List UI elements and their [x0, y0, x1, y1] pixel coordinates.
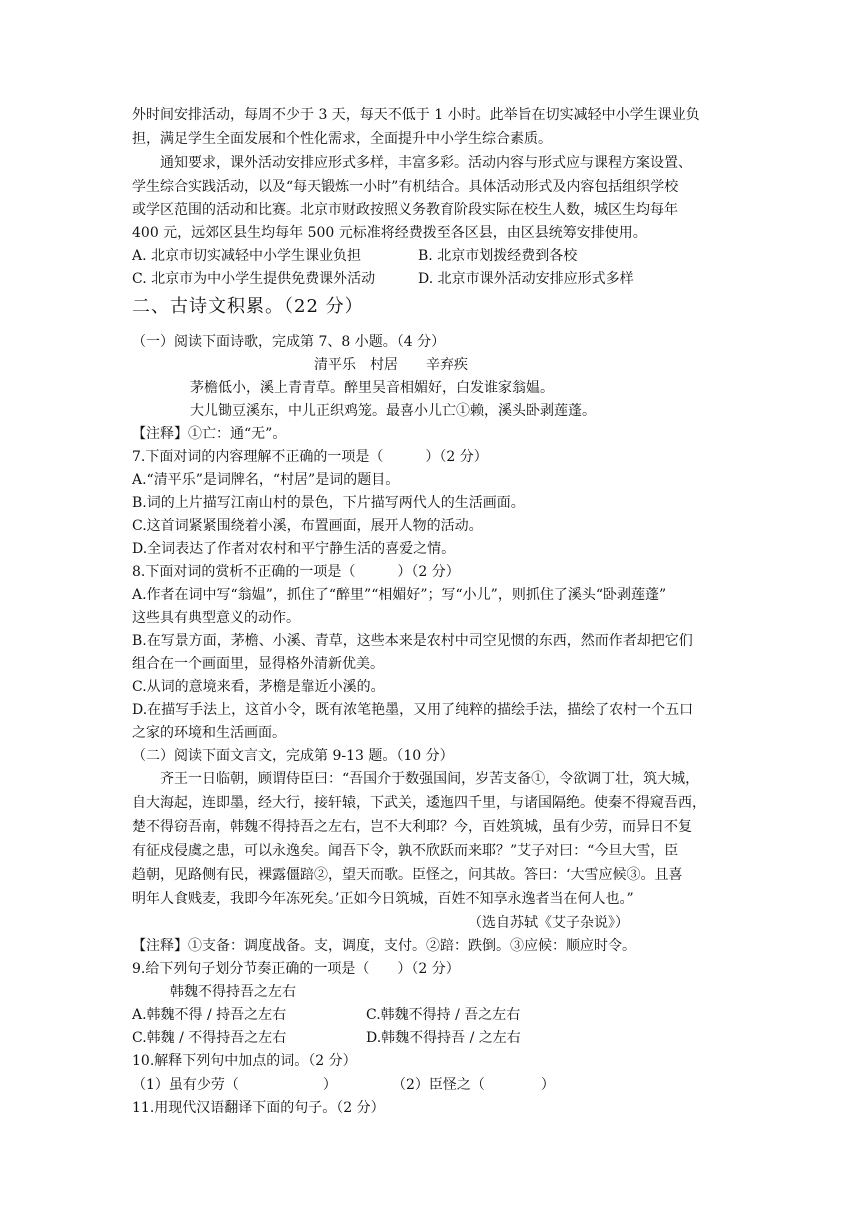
prose-line: 趋朝，见路侧有民，裸露僵踣②，望天而歌。臣怪之，问其故。答曰：‘大雪应候③。且喜	[132, 867, 683, 883]
passage-line: 外时间安排活动，每周不少于 3 天，每天不低于 1 小时。此举旨在切实减轻中小学生课业负	[132, 107, 700, 123]
question-10-item-2: （2）臣怪之（ ）	[392, 1077, 555, 1093]
passage-line: 或学区范围的活动和比赛。北京市财政按照义务教育阶段实际在校生人数，城区生均每年	[132, 202, 678, 218]
prose-line: 楚不得窃吾南，韩魏不得持吾之左右，岂不大利耶？今，百姓筑城，虽有少劳，而异日不复	[132, 819, 692, 835]
prose-line: 明年人食贱麦，我即今年冻死矣。’正如今日筑城，百姓不知享永逸者当在何人也。”	[132, 891, 634, 907]
question-9-option-c: C.韩魏 / 不得持吾之左右	[132, 1030, 287, 1046]
passage-line: 担，满足学生全面发展和个性化需求，全面提升中小学生综合素质。	[132, 131, 552, 147]
question-8-line: 组合在一个画面里，显得格外清新优美。	[132, 656, 384, 672]
part-intro: （二）阅读下面文言文，完成第 9-13 题。（10 分）	[132, 748, 454, 764]
question-9-sentence: 韩魏不得持吾之左右	[170, 984, 296, 1000]
option-c: C. 北京市为中小学生提供免费课外活动	[132, 271, 376, 287]
question-8-line: D.在描写手法上，这首小令，既有浓笔艳墨，又用了纯粹的描绘手法，描绘了农村一个五口	[132, 702, 694, 718]
question-7-option: B.词的上片描写江南山村的景色，下片描写两代人的生活画面。	[132, 495, 525, 511]
option-d: D. 北京市课外活动安排应形式多样	[418, 271, 634, 287]
question-10-item-1: （1）虽有少劳（ ）	[132, 1077, 337, 1093]
poem-note: 【注释】①亡：通“无”。	[132, 426, 287, 442]
question-8-line: 这些具有典型意义的动作。	[132, 610, 300, 626]
question-7-option: A.“清平乐”是词牌名，“村居”是词的题目。	[132, 472, 400, 488]
section-heading: 二、古诗文积累。（22 分）	[132, 296, 364, 317]
question-9-stem: 9.给下列句子划分节奏正确的一项是（ ）（2 分）	[132, 961, 460, 977]
question-7-option: C.这首词紧紧围绕着小溪，布置画面，展开人物的活动。	[132, 518, 483, 534]
question-9-option-a: A.韩魏不得 / 持吾之左右	[132, 1007, 287, 1023]
option-a: A. 北京市切实减轻中小学生课业负担	[132, 248, 362, 264]
question-8-line: 之家的环境和生活画面。	[132, 725, 286, 741]
question-8-stem: 8.下面对词的赏析不正确的一项是（ ）（2 分）	[132, 564, 460, 580]
poem-title: 清平乐 村居 辛弃疾	[314, 357, 468, 373]
part-intro: （一）阅读下面诗歌，完成第 7、8 小题。（4 分）	[132, 334, 446, 350]
passage-line: 通知要求，课外活动安排应形式多样，丰富多彩。活动内容与形式应与课程方案设置、	[132, 155, 692, 171]
question-8-line: A.作者在词中写“翁媪”，抓住了“醉里”“相媚好”；写“小儿”，则抓住了溪头“卧剥莲蓬”	[132, 587, 667, 603]
prose-source: （选自苏轼《艾子杂说》）	[468, 915, 629, 931]
question-8-line: B.在写景方面，茅檐、小溪、青草，这些本来是农村中司空见惯的东西，然而作者却把它们	[132, 633, 693, 649]
question-9-option-b: C.韩魏不得持 / 吾之左右	[366, 1007, 521, 1023]
question-7-option: D.全词表达了作者对农村和平宁静生活的喜爱之情。	[132, 541, 456, 557]
question-11-stem: 11.用现代汉语翻译下面的句子。（2 分）	[132, 1100, 385, 1116]
question-7-stem: 7.下面对词的内容理解不正确的一项是（ ）（2 分）	[132, 449, 488, 465]
passage-line: 学生综合实践活动，以及“每天锻炼一小时”有机结合。具体活动形式及内容包括组织学校	[132, 179, 679, 195]
prose-line: 自大海起，连即墨，经大行，接轩辕，下武关，逶迤四千里，与诸国隔绝。使秦不得窥吾西，	[132, 795, 706, 811]
prose-line: 齐王一日临朝，顾谓侍臣曰：“吾国介于数强国间，岁苦支备①，令欲调丁壮，筑大城，	[132, 771, 700, 787]
option-b: B. 北京市划拨经费到各校	[418, 248, 578, 264]
poem-line: 大儿锄豆溪东，中儿正织鸡笼。最喜小儿亡①赖，溪头卧剥莲蓬。	[190, 403, 596, 419]
question-10-stem: 10.解释下列句中加点的词。（2 分）	[132, 1053, 357, 1069]
passage-line: 400 元，远郊区县生均每年 500 元标准将经费拨至各区县，由区县统筹安排使用。	[132, 225, 647, 241]
prose-line: 有征戍侵虞之患，可以永逸矣。闻吾下令，孰不欣跃而来耶？”艾子对曰：“今旦大雪，臣	[132, 843, 679, 859]
question-9-option-d: D.韩魏不得持吾 / 之左右	[366, 1030, 521, 1046]
poem-line: 茅檐低小，溪上青青草。醉里吴音相媚好，白发谁家翁媪。	[190, 380, 554, 396]
prose-note: 【注释】①支备：调度战备。支，调度，支付。②踣：跌倒。③应候：顺应时令。	[132, 938, 636, 954]
question-8-line: C.从词的意境来看，茅檐是靠近小溪的。	[132, 679, 385, 695]
